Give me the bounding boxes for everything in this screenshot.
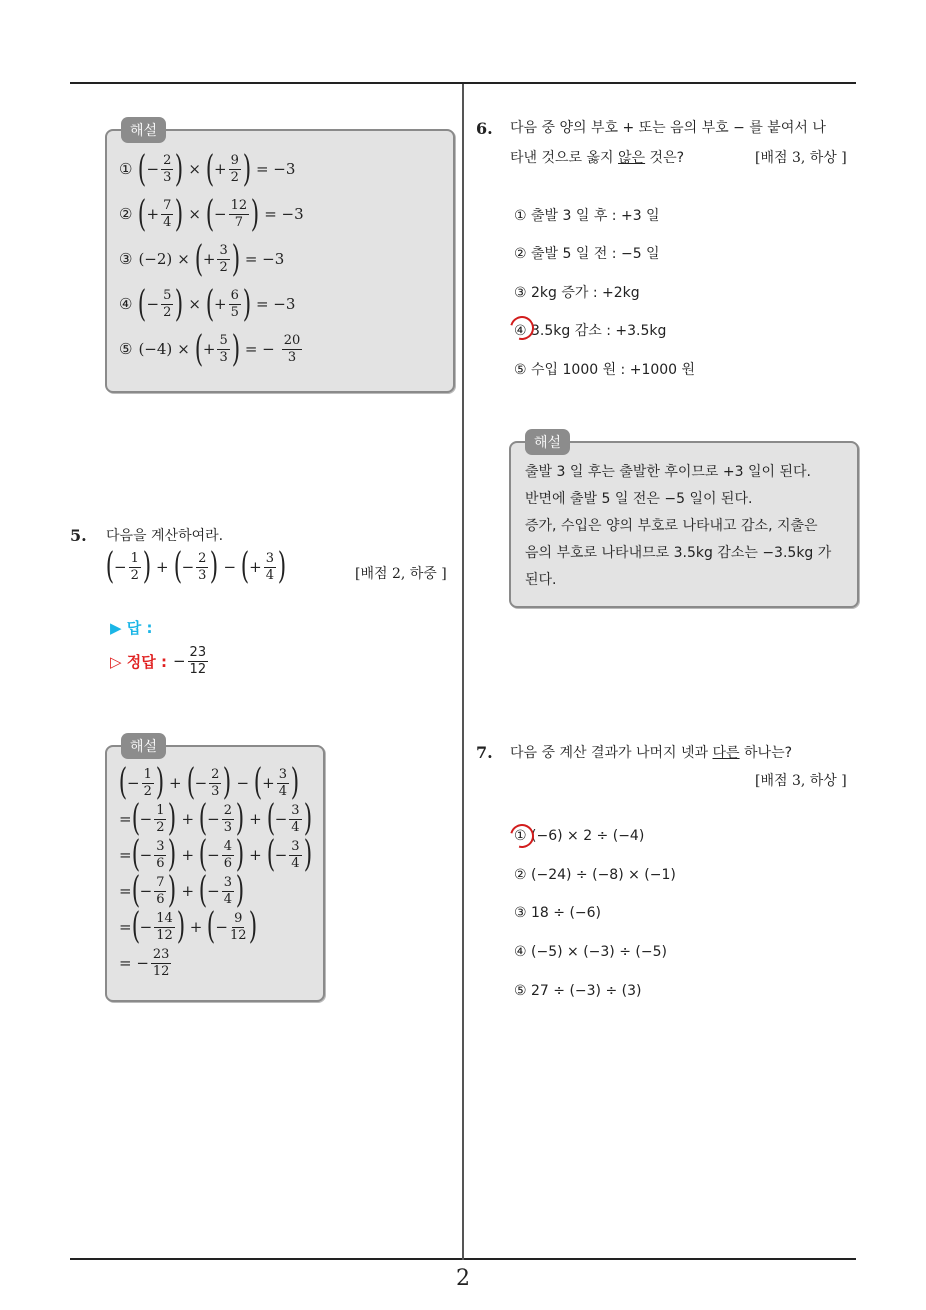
choice-2[interactable]: ② (−24) ÷ (−8) × (−1)	[514, 867, 676, 883]
choice-4[interactable]: ④ (−5) × (−3) ÷ (−5)	[514, 944, 667, 960]
question-number: 7.	[476, 743, 493, 762]
solution-tag: 해설	[121, 117, 166, 143]
answer-label: ▶ 답 :	[110, 619, 153, 637]
score-label: [배점 3, 하상 ]	[755, 150, 847, 166]
solution-steps: ( − $\frac{1}{2}$ ) + ( − $\frac{2}{3}$ ) − ( + $\frac{3}{4}$ ) = ( − $\frac{1}{2}$ ) + ( − $\frac{2}{3}$ ) + ( − $\frac{3}{4}$ ) = ( − $\frac{3}{6}$ ) + ( − $\frac{4}{6}$ ) + ( − $\frac{3}{4}$ ) = ( − $\frac{7}{6}$ ) + ( − $\frac{3}{4}$ ) = ( − $\frac{14}{12}$ ) + ( − $\frac{9}{12}$ ) = − $\frac{23}{12}$	[118, 762, 312, 979]
solution-row: ③ (−2) × ( + $\frac{3}{2}$ ) = −3	[119, 238, 285, 280]
solution-row: ② ( + $\frac{7}{4}$ ) × ( − $\frac{12}{7}$ ) = −3	[119, 193, 304, 235]
choice-4[interactable]: ④ 3.5kg 감소 : +3.5kg	[514, 323, 667, 339]
solution-row: ④ ( − $\frac{5}{2}$ ) × ( + $\frac{6}{5}$ ) = −3	[119, 283, 296, 325]
solution-box-q4	[105, 123, 455, 393]
question-expression: ( − $\frac{1}{2}$ ) + ( − $\frac{2}{3}$ ) − ( + $\frac{3}{4}$ )	[105, 546, 287, 587]
choice-1[interactable]: ① 출발 3 일 후 : +3 일	[514, 208, 660, 224]
solution-rows	[119, 147, 309, 372]
question-text: 다음 중 계산 결과가 나머지 넷과 다른 하나는?	[510, 745, 793, 761]
choice-3[interactable]: ③ 18 ÷ (−6)	[514, 905, 602, 921]
solution-tag: 해설	[525, 429, 570, 455]
score-label: [배점 2, 하중 ]	[355, 566, 447, 582]
score-label: [배점 3, 하상 ]	[755, 773, 847, 789]
question-text: 다음 중 양의 부호 + 또는 음의 부호 − 를 붙여서 나 타낸 것으로 옳지 않은 것은?	[510, 120, 826, 166]
question-number: 5.	[70, 526, 87, 545]
choice-5[interactable]: ⑤ 수입 1000 원 : +1000 원	[514, 362, 696, 378]
solution-box-q6	[509, 435, 859, 608]
correct-answer: ▷ 정답 : − $\frac{23}{12}$	[110, 645, 207, 677]
page-number: 2	[456, 1266, 470, 1291]
choice-2[interactable]: ② 출발 5 일 전 : −5 일	[514, 246, 660, 262]
solution-tag: 해설	[121, 733, 166, 759]
solution-row: ① ( − $\frac{2}{3}$ ) × ( + $\frac{9}{2}$ ) = −3	[119, 148, 296, 190]
explanation-text: 출발 3 일 후는 출발한 후이므로 +3 일이 된다. 반면에 출발 5 일 전은 −5 일이 된다. 증가, 수입은 양의 부호로 나타내고 감소, 지출은 음의 부호로 나타내므로 3.5kg 감소는 −3.5kg 가 된다.	[525, 464, 832, 588]
selected-answer-mark	[506, 820, 539, 853]
choice-3[interactable]: ③ 2kg 증가 : +2kg	[514, 285, 640, 301]
solution-box-q5	[105, 739, 325, 1002]
choice-1[interactable]: ① (−6) × 2 ÷ (−4)	[514, 828, 645, 844]
choice-5[interactable]: ⑤ 27 ÷ (−3) ÷ (3)	[514, 983, 642, 999]
question-number: 6.	[476, 119, 493, 138]
column-divider	[462, 84, 464, 1260]
question-text: 다음을 계산하여라.	[106, 528, 224, 544]
solution-row: ⑤ (−4) × ( + $\frac{5}{3}$ ) = − $\frac{20}{3}$	[119, 328, 301, 370]
